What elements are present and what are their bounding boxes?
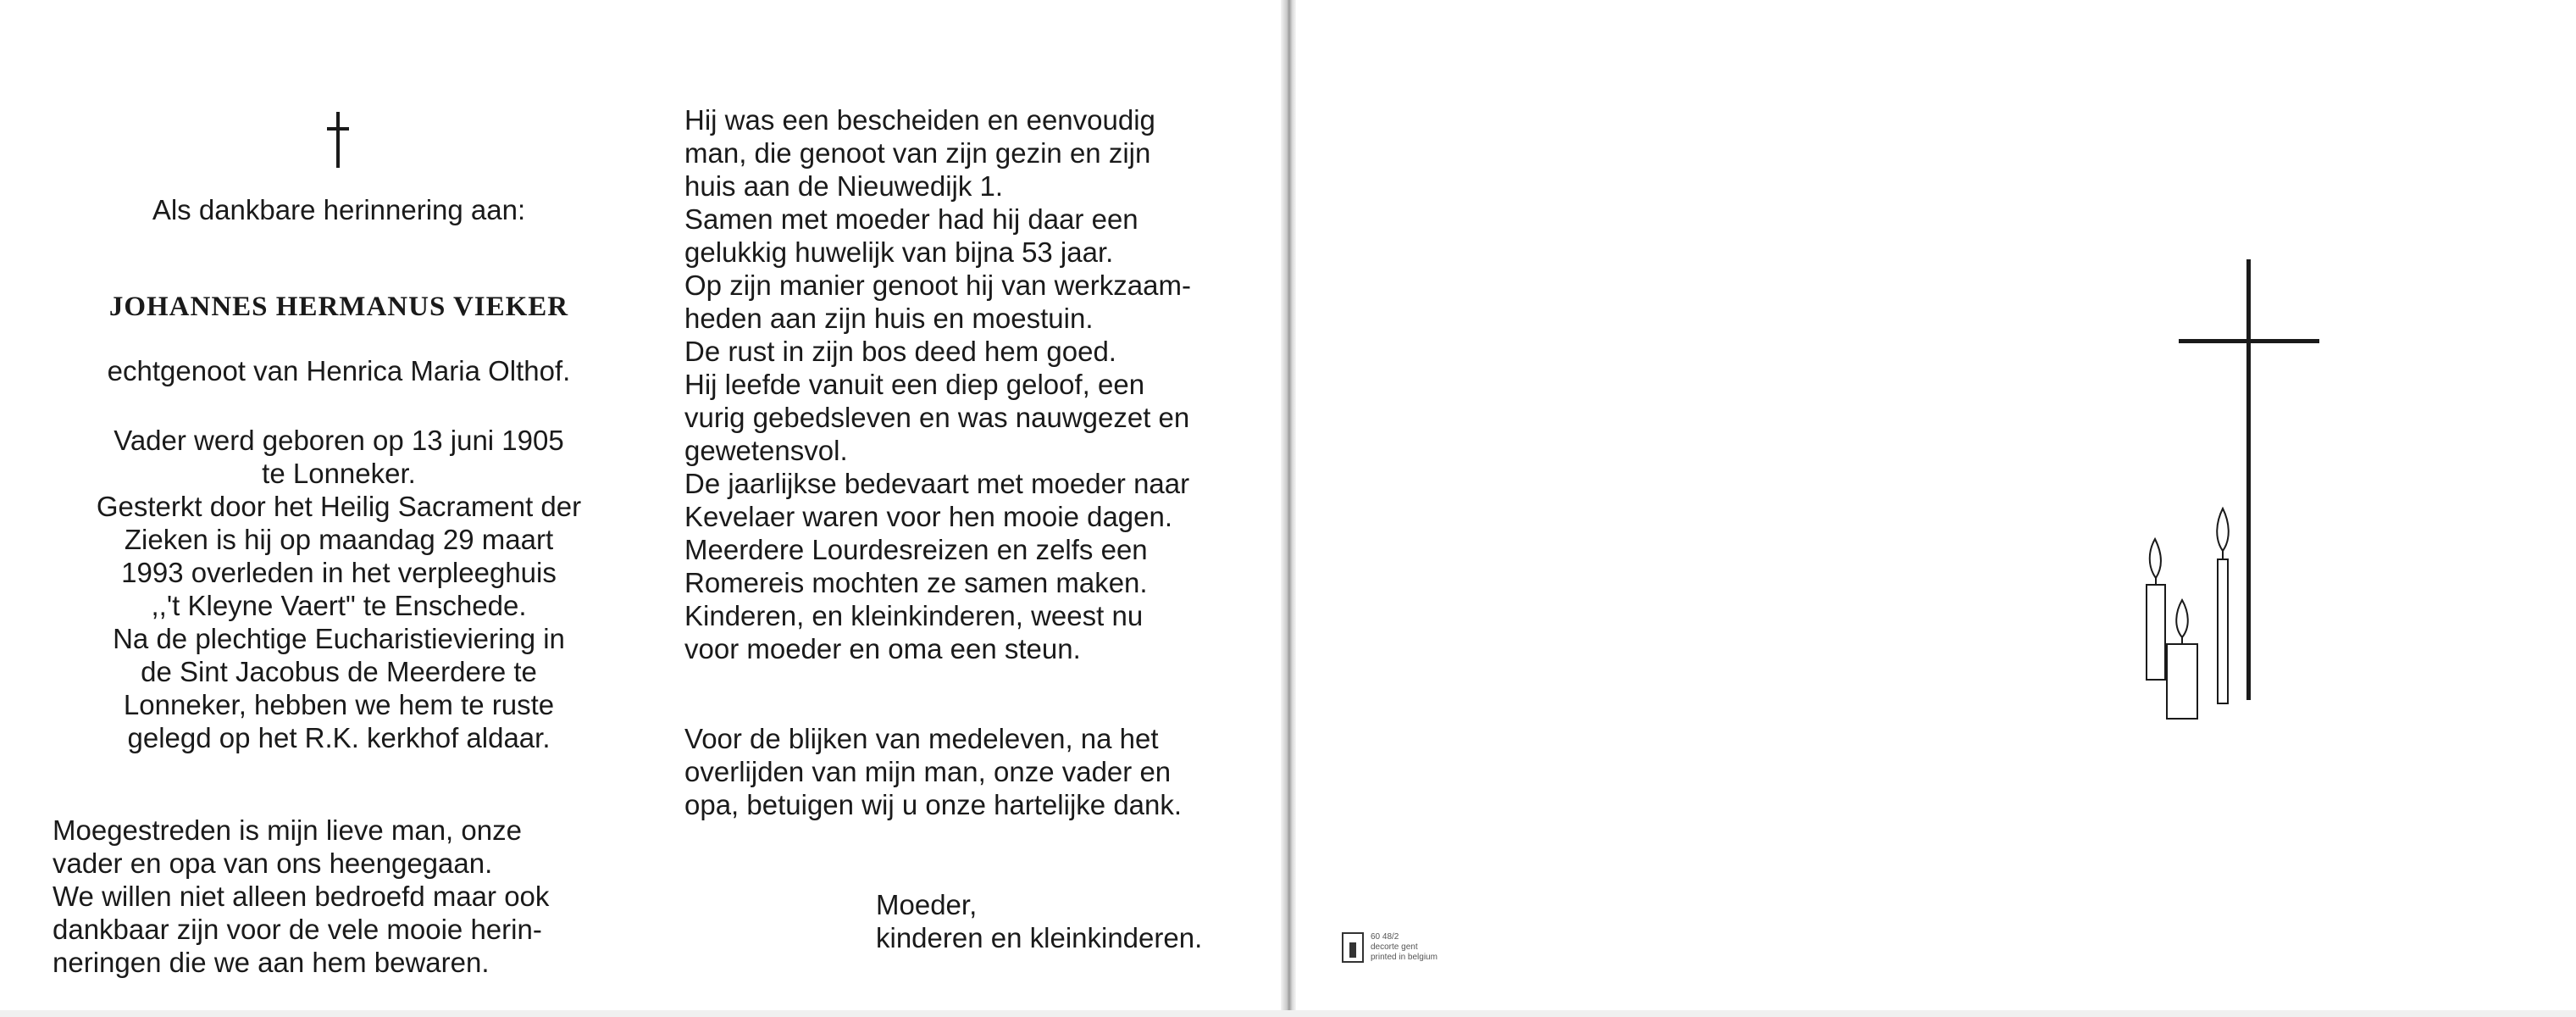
memories-block [684,103,1257,665]
cross-candles-illustration [2118,246,2355,754]
candle-right-icon [2217,508,2229,703]
printer-logo-icon [1342,932,1364,963]
deceased-name: JOHANNES HERMANUS VIEKER [108,292,569,322]
printer-line: printed in belgium [1371,953,1438,962]
printer-text [1371,932,1438,963]
bio-line: Vader werd geboren op 13 juni 1905 [114,425,564,456]
memories-line: Op zijn manier genoot hij van werkzaam- [684,270,1191,301]
memories-line: De jaarlijkse bedevaart met moeder naar [684,468,1190,499]
bio-line: Na de plechtige Eucharistieviering in [113,623,565,654]
closing-left-line: We willen niet alleen bedroefd maar ook [53,881,550,912]
memories-line: Romereis mochten ze samen maken. [684,567,1148,598]
closing-left-block [53,814,627,979]
closing-left-line: Moegestreden is mijn lieve man, onze [53,814,522,846]
memories-line: voor moeder en oma een steun. [684,633,1081,664]
bio-line: Lonneker, hebben we hem te ruste [123,689,555,720]
printer-line: 60 48/2 [1371,932,1399,942]
memories-line: Kevelaer waren voor hen mooie dagen. [684,501,1173,532]
closing-left-line: vader en opa van ons heengegaan. [53,848,493,879]
memories-line: Hij leefde vanuit een diep geloof, een [684,369,1145,400]
memories-line: gewetensvol. [684,435,848,466]
memories-line: De rust in zijn bos deed hem goed. [684,336,1116,367]
bio-line: de Sint Jacobus de Meerdere te [141,656,537,687]
memories-line: heden aan zijn huis en moestuin. [684,303,1094,334]
memories-line: Hij was een bescheiden en eenvoudig [684,104,1155,136]
card-bottom-edge [0,1010,2576,1017]
signature-line: Moeder, [876,889,978,920]
biography-block [51,424,627,754]
memories-line: gelukkig huwelijk van bijna 53 jaar. [684,236,1114,268]
bio-line: te Lonneker. [262,458,416,489]
large-cross-icon [2179,259,2319,700]
candle-left-icon [2147,539,2165,680]
printer-mark [1342,932,1477,966]
closing-left-line: dankbaar zijn voor de vele mooie herin- [53,914,542,945]
bio-line: Zieken is hij op maandag 29 maart [124,524,554,555]
bio-line: ,,'t Kleyne Vaert" te Enschede. [151,590,527,621]
memories-line: vurig gebedsleven en was nauwgezet en [684,402,1190,433]
thanks-line: opa, betuigen wij u onze hartelijke dank. [684,789,1183,820]
thanks-line: Voor de blijken van medeleven, na het [684,723,1159,754]
thanks-block [684,722,1257,821]
memories-line: Samen met moeder had hij daar een [684,203,1138,235]
bio-line: Gesterkt door het Heilig Sacrament der [96,491,582,522]
printer-line: decorte gent [1371,942,1418,952]
small-cross-icon [327,112,349,168]
memories-line: man, die genoot van zijn gezin en zijn [684,137,1151,169]
card-fold [1281,0,1296,1017]
intro-text: Als dankbare herinnering aan: [152,194,526,225]
memories-line: Kinderen, en kleinkinderen, weest nu [684,600,1144,631]
spouse-text: echtgenoot van Henrica Maria Olthof. [107,355,571,386]
bio-line: gelegd op het R.K. kerkhof aldaar. [127,722,551,753]
closing-left-line: neringen die we aan hem bewaren. [53,947,490,978]
candle-middle-icon [2167,600,2197,719]
signature-line: kinderen en kleinkinderen. [876,922,1203,953]
bio-line: 1993 overleden in het verpleeghuis [121,557,557,588]
memories-line: Meerdere Lourdesreizen en zelfs een [684,534,1148,565]
signature-block [876,888,1266,954]
thanks-line: overlijden van mijn man, onze vader en [684,756,1172,787]
memories-line: huis aan de Nieuwedijk 1. [684,170,1004,202]
